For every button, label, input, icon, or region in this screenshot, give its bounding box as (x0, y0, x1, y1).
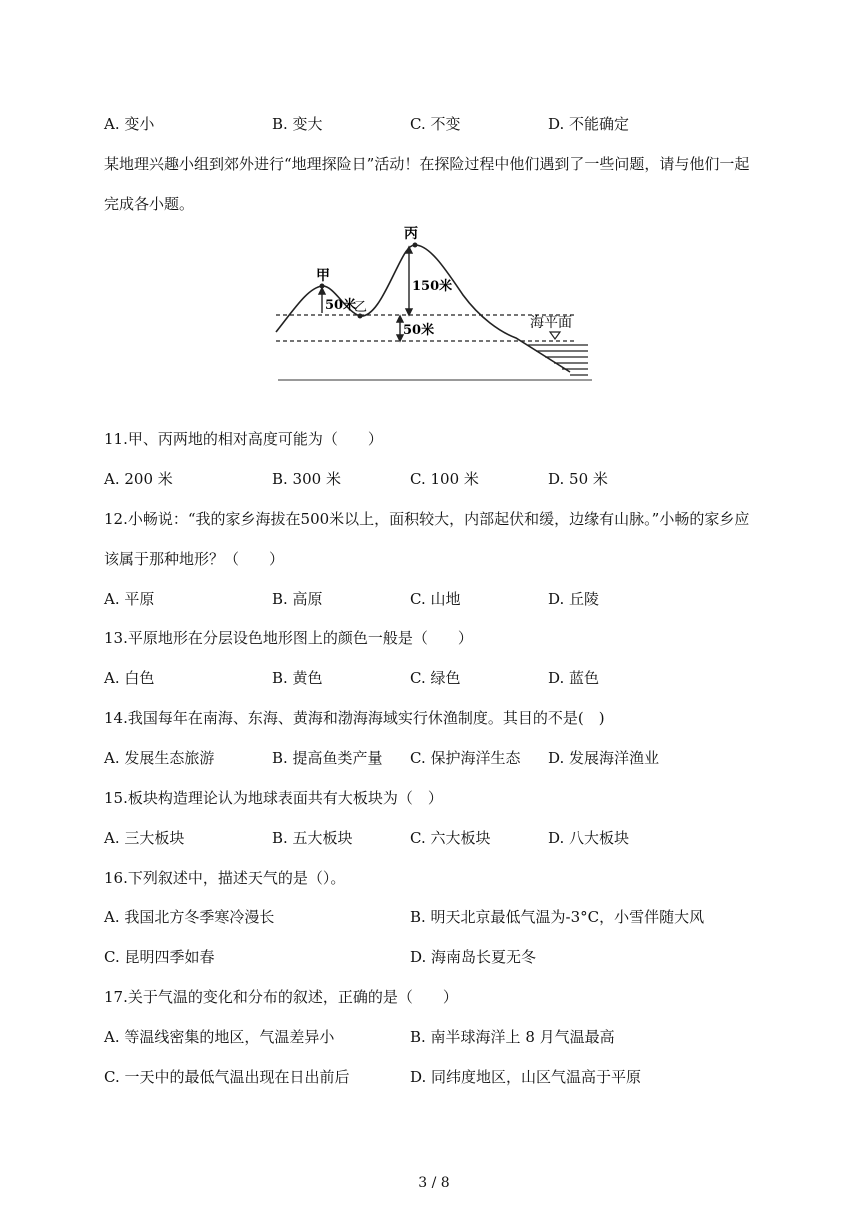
option-d: D. 50 米 (548, 470, 608, 488)
intro-line-1: 某地理兴趣小组到郊外进行“地理探险日”活动！在探险过程中他们遇到了一些问题，请与他们一起 (104, 155, 750, 173)
option-c: C. 山地 (410, 590, 461, 608)
option-d: D. 八大板块 (548, 829, 630, 847)
option-a: A. 白色 (104, 669, 155, 687)
option-b: B. 明天北京最低气温为-3°C，小雪伴随大风 (410, 908, 705, 926)
q15-stem: 15.板块构造理论认为地球表面共有大板块为（ ） (104, 789, 443, 807)
option-d: D. 蓝色 (548, 669, 600, 687)
option-d: D. 发展海洋渔业 (548, 749, 660, 767)
q16-options-row-2 (104, 947, 804, 967)
option-b: B. 300 米 (272, 470, 341, 488)
option-b: B. 五大板块 (272, 829, 353, 847)
label-sea-level: 海平面 (530, 315, 572, 331)
option-a: A. 等温线密集的地区，气温差异小 (104, 1028, 335, 1046)
option-d: D. 海南岛长夏无冬 (410, 948, 537, 966)
terrain-profile-line (276, 245, 570, 372)
option-d: D. 不能确定 (548, 115, 630, 133)
option-a: A. 三大板块 (104, 829, 185, 847)
option-b: B. 南半球海洋上 8 月气温最高 (410, 1028, 615, 1046)
option-c: C. 不变 (410, 115, 461, 133)
option-a: A. 我国北方冬季寒冷漫长 (104, 908, 275, 926)
option-c: C. 保护海洋生态 (410, 749, 521, 767)
q11-stem: 11.甲、丙两地的相对高度可能为（ ） (104, 430, 383, 448)
page-number: 3 / 8 (418, 1175, 450, 1191)
option-b: B. 变大 (272, 115, 323, 133)
q17-stem: 17.关于气温的变化和分布的叙述，正确的是（ ） (104, 988, 458, 1006)
terrain-profile-figure (270, 220, 600, 390)
q15-options (104, 828, 804, 848)
label-50-b: 50米 (403, 323, 435, 338)
option-a: A. 200 米 (104, 470, 173, 488)
q12-options (104, 589, 804, 609)
option-c: C. 绿色 (410, 669, 461, 687)
label-jia: 甲 (316, 268, 330, 284)
option-b: B. 提高鱼类产量 (272, 749, 383, 767)
option-d: D. 同纬度地区，山区气温高于平原 (410, 1068, 642, 1086)
option-b: B. 高原 (272, 590, 323, 608)
option-c: C. 昆明四季如春 (104, 948, 215, 966)
option-b: B. 黄色 (272, 669, 323, 687)
q17-options-row-1 (104, 1027, 804, 1047)
q12-stem: 12.小畅说：“我的家乡海拔在500米以上，面积较大，内部起伏和缓，边缘有山脉。”小畅的家乡应 (104, 510, 750, 528)
option-a: A. 平原 (104, 590, 155, 608)
option-c: C. 六大板块 (410, 829, 491, 847)
q13-options (104, 668, 804, 688)
option-a: A. 发展生态旅游 (104, 749, 215, 767)
q17-options-row-2 (104, 1067, 804, 1087)
q10-options (104, 114, 804, 134)
sea-level-triangle-icon (550, 332, 560, 339)
q13-stem: 13.平原地形在分层设色地形图上的颜色一般是（ ） (104, 629, 473, 647)
q11-options (104, 469, 804, 489)
label-150: 150米 (412, 279, 453, 294)
option-d: D. 丘陵 (548, 590, 600, 608)
q14-options (104, 748, 804, 768)
label-bing: 丙 (404, 226, 418, 242)
label-50-a: 50米 (325, 298, 357, 313)
q16-stem: 16.下列叙述中，描述天气的是（）。 (104, 869, 346, 887)
q14-stem: 14.我国每年在南海、东海、黄海和渤海海域实行休渔制度。其目的不是( ) (104, 709, 605, 727)
label-yi: 乙 (354, 300, 368, 315)
q12-stem-2: 该属于那种地形？（ ） (104, 550, 285, 568)
option-a: A. 变小 (104, 115, 155, 133)
intro-line-2: 完成各小题。 (104, 195, 195, 213)
option-c: C. 100 米 (410, 470, 479, 488)
q16-options-row-1 (104, 907, 804, 927)
option-c: C. 一天中的最低气温出现在日出前后 (104, 1068, 350, 1086)
